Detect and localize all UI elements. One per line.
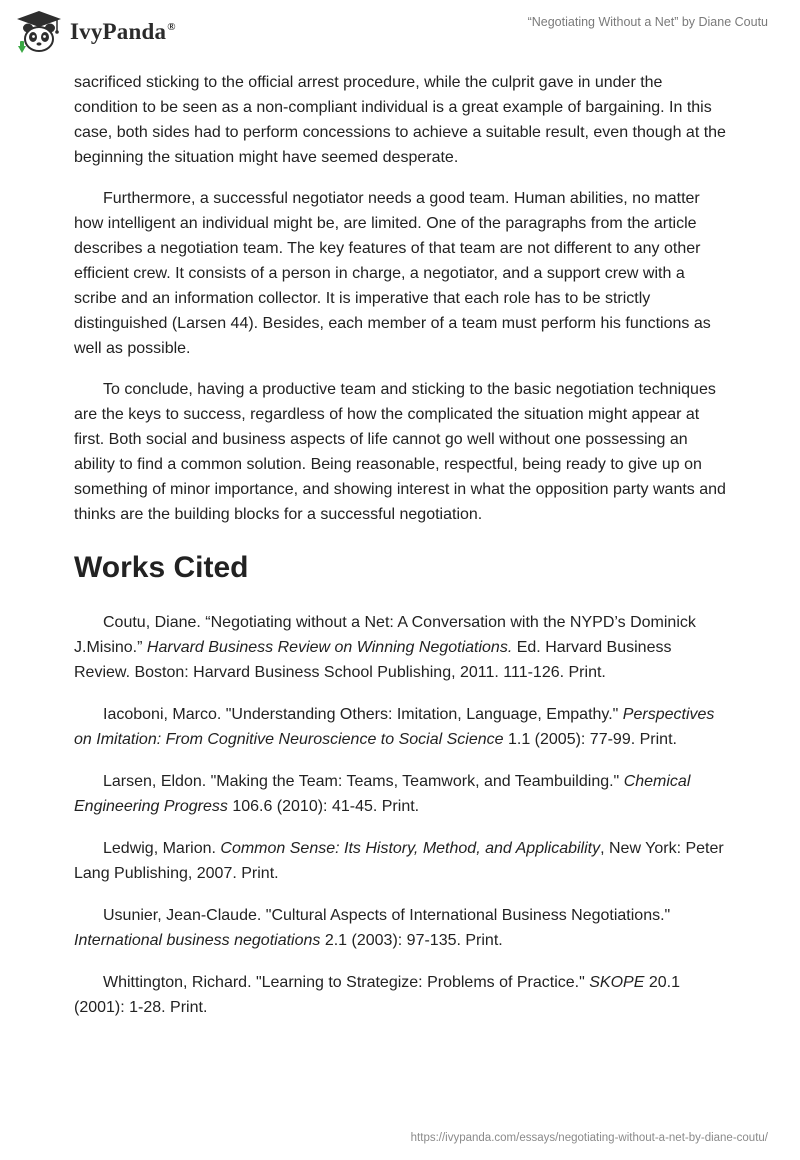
- citation-entry: Coutu, Diane. “Negotiating without a Net: A Conversation with the NYPD’s Dominick J.Misino.” Harvard Business Review on Winning Negotiations. Ed. Harvard Business Review. Boston: Harvard Business School Publishing, 2011. 111-126. Print.: [74, 614, 696, 681]
- source-url-link[interactable]: https://ivypanda.com/essays/negotiating-without-a-net-by-diane-coutu/: [410, 1132, 768, 1144]
- essay-content: [74, 70, 730, 1020]
- panda-logo-icon: [14, 9, 64, 55]
- citation-entry: Usunier, Jean-Claude. "Cultural Aspects of International Business Negotiations." International business negotiations 2.1 (2003): 97-135. Print.: [74, 907, 671, 949]
- brand-name: IvyPanda®: [70, 19, 176, 44]
- citation-entry: Whittington, Richard. "Learning to Strategize: Problems of Practice." SKOPE 20.1 (2001): 1-28. Print.: [74, 974, 680, 1016]
- citation-entry: Larsen, Eldon. "Making the Team: Teams, Teamwork, and Teambuilding." Chemical Engineering Progress 106.6 (2010): 41-45. Print.: [74, 773, 691, 815]
- body-paragraph: Furthermore, a successful negotiator needs a good team. Human abilities, no matter how intelligent an individual might be, are limited. One of the paragraphs from the article describes a negotiation team. The key features of that team are not different to any other efficient crew. It consists of a person in charge, a negotiator, and a support crew with a scribe and an information collector. It is imperative that each role has to be strictly distinguished (Larsen 44). Besides, each member of a team must perform his functions as well as possible.: [74, 190, 711, 357]
- body-paragraph: sacrificed sticking to the official arrest procedure, while the culprit gave in under the condition to be seen as a non-compliant individual is a great example of bargaining. In this case, both sides had to perform concessions to achieve a suitable result, even though at the beginning the situation might have seemed desperate.: [74, 74, 726, 166]
- brand-logo[interactable]: [14, 8, 176, 56]
- body-paragraph: To conclude, having a productive team and sticking to the basic negotiation techniques are the keys to success, regardless of how the complicated the situation might appear at first. Both social and business aspects of life cannot go well without one possessing an ability to find a common solution. Being reasonable, respectful, being ready to give up on something of minor importance, and showing interest in what the opposition party wants and thinks are the building blocks for a successful negotiation.: [74, 381, 726, 523]
- document-title: “Negotiating Without a Net” by Diane Coutu: [527, 15, 768, 29]
- works-cited-list: [74, 610, 730, 1020]
- citation-entry: Ledwig, Marion. Common Sense: Its History, Method, and Applicability, New York: Peter Lang Publishing, 2007. Print.: [74, 840, 724, 882]
- citation-entry: Iacoboni, Marco. "Understanding Others: Imitation, Language, Empathy." Perspectives on Imitation: From Cognitive Neuroscience to Social Science 1.1 (2005): 77-99. Print.: [74, 706, 715, 748]
- page-header: [0, 0, 800, 70]
- works-cited-heading: Works Cited: [74, 551, 249, 584]
